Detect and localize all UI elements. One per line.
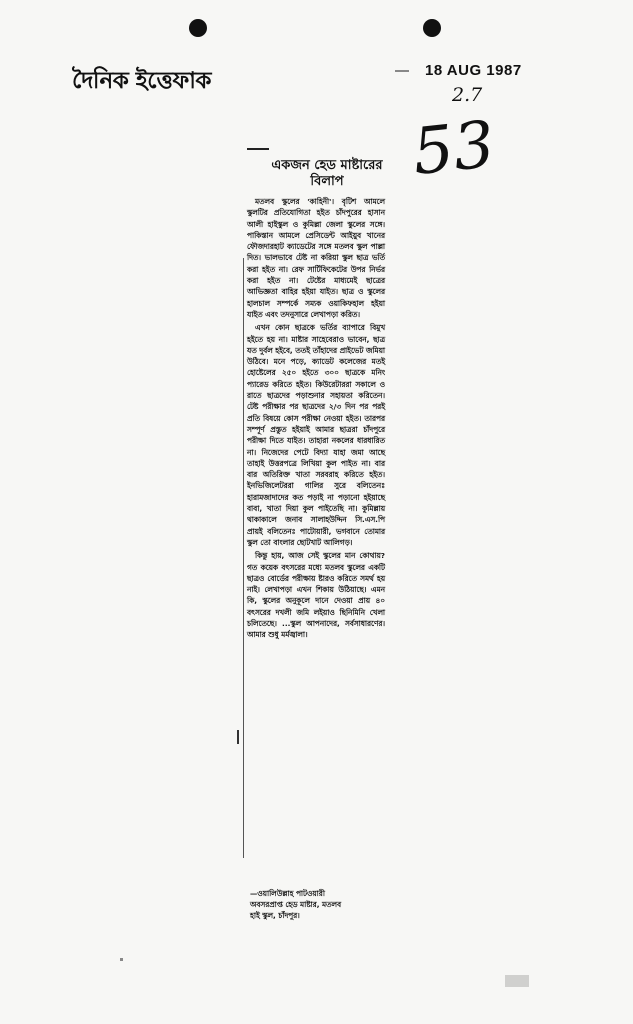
author-name: —ওয়ালিউল্লাহ পাটওয়ারী [250,889,325,898]
handwritten-page-number: 53 [409,107,499,191]
headline-rule [247,148,269,150]
article-paragraph: মতলব স্কুলের 'কাহিনী'। বৃটিশ আমলে স্কুলটির প্রতিযোগিতা হইত চাঁদপুরের হাসান আলী হাইস্কুল ও কুমিল্লা জেলা স্কুলের সঙ্গে। পাকিস্তান আমলে প্রেসিডেন্ট আইয়ুব খানের ফৌজদারহাট ক্যাডেটের সঙ্গে মতলব স্কুল পাল্লা দিত। ভালভাবে টেষ্ট না করিয়া স্কুল ছাত্র ভর্তি করা হইত না। রেফ সার্টিফিকেটের উপর নির্ভর করা হইত না। টেষ্টের মাধ্যমেই ছাত্রের আভিজ্ঞতা বাহির হইয়া যাইত। ছাত্র ও স্কুলের হালচাল সম্পর্কে সম্যক ওয়াকিফহাল হইয়া যাইত এবং তদনুসারে লেখাপড়া করিত। [247,197,385,319]
article-paragraph: কিন্তু হায়, আজ সেই স্কুলের মান কোথায়? গত কয়েক বৎসরের মধ্যে মতলব স্কুলের একটি ছাত্রও বোর্ডের পরীক্ষায় ষ্টারও করিতে সমর্থ হয় নাই। লেখাপড়া এখন শিকায় উঠিয়াছে। এমন কি, স্কুলের অনুকূলে দানে দেওয়া প্রায় ৪০ বৎসরের দখলী জমি লইয়াও ছিনিমিনি খেলা চলিতেছে। ...স্কুল আপনাদের, সর্বসাধারণের। আমার শুধু মর্মজ্বালা। [247,551,385,640]
newspaper-masthead: দৈনিক ইত্তেফাক [72,68,212,94]
handwritten-note: 2.7 [452,84,483,106]
punch-hole-left [189,19,207,37]
headline-line-1: একজন হেড মাষ্টারের [271,158,383,173]
date-stamp: 18 AUG 1987 [425,62,522,79]
author-signature [250,888,390,921]
margin-mark [237,730,239,744]
article-paragraph: এখন কোন ছাত্রকে ভর্তির ব্যাপারে বিমুখ হইতে হয় না। মাষ্টার সাহেবেরাও ভাবেন, ছাত্র যত দুর্বল হইবে, ততই তাঁহাদের প্রাইভেট জমিয়া উঠিবে। মনে পড়ে, ক্যাডেট কলেজের মতই হোষ্টেলের ২৫০ হইতে ৩০০ ছাত্রকে মনিং প্যারেড করিতে হইত। কিউরেটাররা সকালে ও রাতে ছাত্রদের পড়াশুনার সহায়তা করিতেন। টেষ্ট পরীক্ষার পর ছাত্রদের ২/৩ দিন পর পরই প্রতি বিষয়ে কোস পরীক্ষা নেওয়া হইত। তারপর সম্পূর্ণ প্রস্তুত হইয়াই আমার ছাত্ররা চাঁদপুরে পরীক্ষা দিতে যাইত। তাহারা নকলের ধারধারিত না। নিজেদের পেটে বিদ্যা যাহা জমা আছে তাহাই উত্তরপত্রে লিখিয়া কুল পাইত না। বার বার অতিরিক্ত খাতা সরবরাহ করিতে হইত। ইনভিজিলেটররা গালির সুরে বলিতেনঃ হারামজাদাদের কত পড়াই না পড়ানো হইয়াছে বাবা, খাতা দিয়া কুল পাইতেছি না। কুমিল্লায় থাকাকালে জনাব সালাহউদ্দিন সি.এস.পি প্রায়ই বলিতেনঃ পাটোয়ারী, ভগবানে তোমার স্কুল তো বাংলার ছোটখাট আলিগড়। [247,323,385,547]
punch-hole-right [423,19,441,37]
headline [247,158,407,190]
headline-line-2: বিলাপ [310,174,344,189]
scan-noise [395,70,409,72]
author-role: অবসরপ্রাপ্ত হেড মাষ্টার, মতলব [250,900,342,909]
author-place: হাই স্কুল, চাঁদপুর। [250,911,300,920]
article-body [247,196,385,643]
scan-noise [505,975,529,987]
scan-noise [120,958,123,961]
column-divider [243,258,244,858]
